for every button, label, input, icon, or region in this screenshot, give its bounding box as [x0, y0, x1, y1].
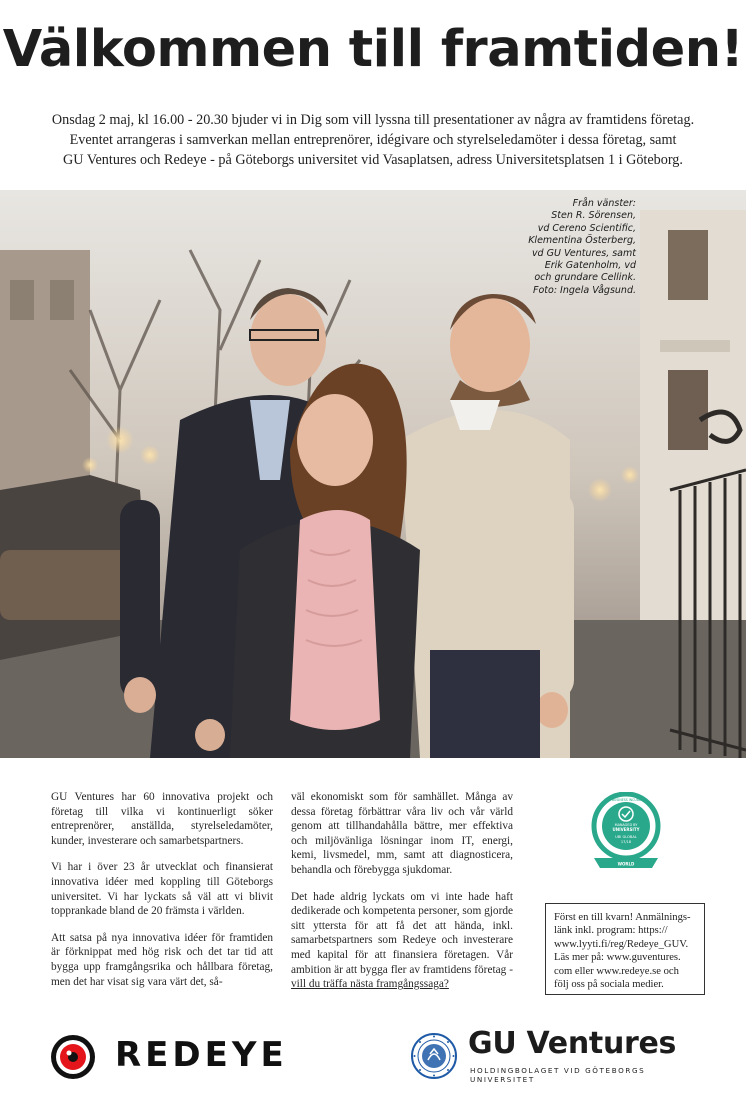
intro-line: GU Ventures och Redeye - på Göteborgs universitet vid Vasaplatsen, adress Universitetsplatsen 1 i Göteborg. — [63, 152, 683, 168]
caption-line: vd GU Ventures, samt — [531, 247, 636, 259]
registration-line: följ oss på sociala medier. — [554, 979, 664, 991]
paragraph: Att satsa på nya innovativa idéer för framtiden är förknippat med hög risk och det tar tid att bygga upp framgångsrika och hållbara företag, men det har visat sig vara värt det, så- — [51, 931, 273, 988]
badge-top-text: TOP BUSINESS INCUBATOR — [604, 798, 648, 802]
gu-ventures-wordmark: GU Ventures — [468, 1026, 677, 1061]
paragraph: väl ekonomiskt som för samhället. Många av dessa företag förbättrar våra liv och vår värld genom att tillhandahålla bättre, mer effektiva och miljövänliga lösningar inom IT, energi, kemi, livsmedel, mm, samt att diagnosticera, behandla och förebygga sjukdomar. — [291, 791, 513, 876]
caption-line: och grundare Cellink. — [534, 272, 636, 284]
badge-university: UNIVERSITY — [612, 827, 640, 832]
paragraph: Vi har i över 23 år utvecklat och finansierat innovativa idéer med koppling till Göteborgs universitet. Vi har lyckats så väl att vi blivit topprankade bland de 20 främsta i världen. — [51, 861, 273, 918]
badge-region: WORLD — [617, 861, 635, 867]
group-photo — [0, 190, 746, 758]
registration-box — [545, 903, 705, 995]
registration-line[interactable]: com eller www.redeye.se och — [554, 965, 679, 977]
paragraph: GU Ventures har 60 innovativa projekt och företag till vilka vi kontinuerligt söker entreprenörer, anställda, styrelseledamöter, kunder, investerare och samarbetspartners. — [51, 791, 273, 847]
caption-line: Sten R. Sörensen, — [551, 210, 636, 222]
gu-seal-icon — [410, 1032, 458, 1080]
registration-line[interactable]: Läs mer på: www.guventures. — [554, 952, 681, 964]
registration-line[interactable]: länk inkl. program: https:// — [554, 925, 668, 937]
body-column-left — [51, 790, 273, 1001]
caption-line: Klementina Österberg, — [528, 235, 636, 247]
badge-ranking: UBI GLOBAL — [615, 835, 637, 839]
intro-line: Onsdag 2 maj, kl 16.00 - 20.30 bjuder vi in Dig som vill lyssna till presentationer av några av framtidens företag. — [51, 112, 695, 128]
gu-ventures-tagline: HOLDINGBOLAGET VID GÖTEBORGS UNIVERSITET — [470, 1066, 646, 1084]
redeye-logo — [49, 1033, 289, 1081]
body-column-right — [291, 790, 513, 1004]
intro-line: Eventet arrangeras i samverkan mellan entreprenörer, idégivare och styrelseledamöter i dessa företag, samt — [69, 132, 677, 148]
photo-caption — [486, 198, 636, 297]
caption-line: Från vänster: — [572, 198, 636, 209]
registration-line: Först en till kvarn! Anmälnings- — [554, 912, 691, 923]
redeye-eye-icon — [49, 1033, 97, 1081]
ubi-global-badge — [588, 792, 664, 874]
registration-line[interactable]: www.lyyti.fi/reg/Redeye_GUV. — [554, 938, 689, 950]
redeye-wordmark: REDEYE — [115, 1035, 288, 1075]
intro-text — [30, 110, 716, 170]
success-story-link[interactable]: vill du träffa nästa framgångssaga? — [291, 978, 449, 991]
paragraph-text: Det hade aldrig lyckats om vi inte hade haft dedikerade och kompetenta personer, som gjorde sitt yttersta för att få det att hända, inkl. samarbetspartners som Redeye och investerare med kapital för att finansiera företagen. Vår ambition är att bygga fler av framtidens företag - — [291, 890, 513, 976]
caption-line: Foto: Ingela Vågsund. — [533, 284, 636, 296]
gu-ventures-logo — [410, 1026, 710, 1084]
badge-managed: MANAGED BY — [614, 823, 638, 827]
page-title: Välkommen till framtiden! — [2, 20, 744, 79]
caption-line: Erik Gatenholm, vd — [544, 260, 636, 272]
badge-year: 17/18 — [620, 840, 632, 844]
caption-line: vd Cereno Scientific, — [537, 222, 636, 234]
paragraph-with-link — [291, 890, 513, 992]
